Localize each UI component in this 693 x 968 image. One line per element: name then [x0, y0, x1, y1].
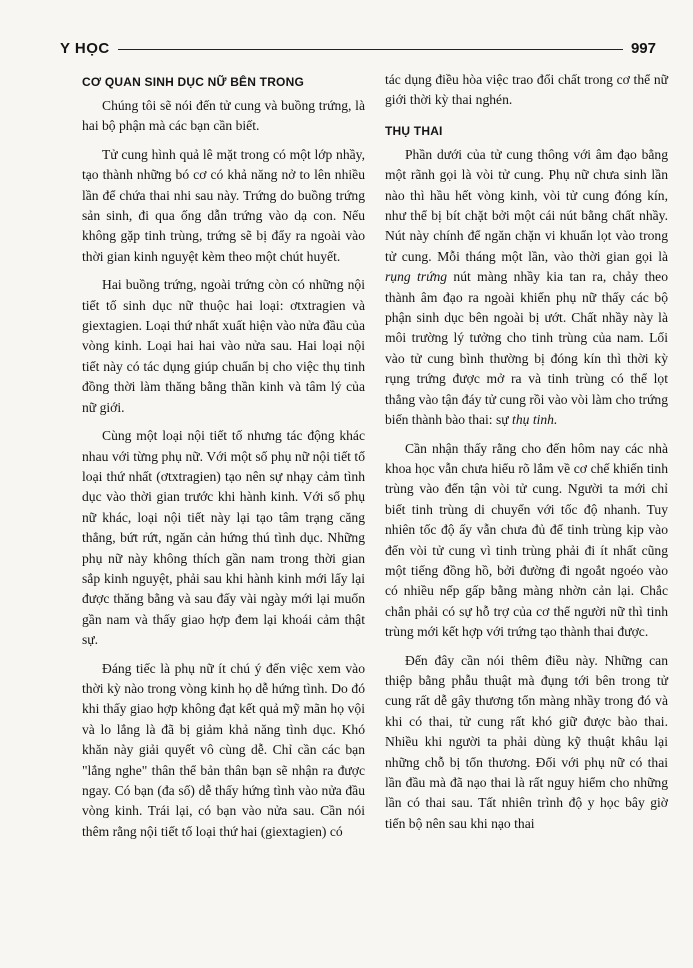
paragraph: [385, 145, 668, 431]
section-heading-female-organs: CƠ QUAN SINH DỤC NỮ BÊN TRONG: [82, 75, 304, 89]
section-title: Y HỌC: [60, 39, 110, 57]
paragraph-text: nút màng nhầy kia tan ra, chảy theo thành âm đạo ra ngoài khiến phụ nữ thấy các bộ phận sinh dục bên ngoài bị ướt. Chất nhầy này là môi trường lý tưởng cho tinh trùng của nam. Lối vào tử cung bình thường bị đóng kín thì thời kỳ rụng trứng được mở ra và tinh trùng có thể lọt thẳng vào tận đáy tử cung rồi vào vòi làm cho trứng biến thành bào thai: sự: [385, 269, 669, 428]
paragraph: Tử cung hình quả lê mặt trong có một lớp nhầy, tạo thành những bó cơ có khả năng nở to lên nhiều lần để chứa thai nhi sau này. Trứng do buồng trứng sản sinh, đi qua ống dẫn trứng vào dạ con. Nếu không gặp tinh trùng, trứng sẽ bị đẩy ra ngoài vào thời gian kinh nguyệt kèm theo một chút huyết.: [82, 146, 365, 264]
page-number: 997: [630, 39, 656, 57]
paragraph: Đáng tiếc là phụ nữ ít chú ý đến việc xem vào thời kỳ nào trong vòng kinh họ dễ hứng tình. Do đó khi thấy giao hợp không đạt kết quả mỹ mãn họ vội và lo lắng là đã bị giảm khả năng tình dục. Khó khăn này giải quyết vô cùng dễ. Chỉ cần các bạn "lắng nghe" thân thể bản thân bạn sẽ nhận ra được ngay. Có bạn (đa số) dễ thấy hứng tình vào nửa đầu vòng kinh. Trái lại, có bạn vào nửa sau. Cần nói thêm rằng nội tiết tố loại thứ hai (giextagien) có: [82, 660, 365, 839]
paragraph: Chúng tôi sẽ nói đến tử cung và buồng trứng, là hai bộ phận mà các bạn cần biết.: [82, 98, 365, 134]
paragraph: Cần nhận thấy rằng cho đến hôm nay các nhà khoa học vẫn chưa hiểu rõ lắm về cơ chế khiến tinh trùng vào đến tận vòi tử cung. Người ta mới chỉ biết tinh trùng di chuyển với tốc độ nhanh. Tuy nhiên tốc độ ấy vẫn chưa đủ để tinh trùng kịp vào đến vòi tử cung vì tinh trùng phải đi ít nhất cũng một tiếng đồng hồ, bởi đường đi ngoắt ngoéo vào có nhiều nếp gấp bằng màng nhờn cản lại. Chắc chắn phải có sự hỗ trợ của cơ thể người nữ thì tinh trùng mới kết hợp với trứng tạo thành thai được.: [385, 440, 668, 640]
term-ovulation: rụng trứng: [385, 269, 448, 285]
left-column: [82, 70, 365, 850]
paragraph: Cùng một loại nội tiết tố nhưng tác động khác nhau với từng phụ nữ. Với một số phụ nữ nội tiết tố loại thứ nhất (ơtxtragien) tạo nên sự nhạy cảm tình dục vào thời gian trước khi hành kinh. Với số phụ nữ khác, loại nội tiết này lại tạo tâm trạng căng thẳng, bứt rứt, ngăn cản hứng thú tình dục. Những phụ nữ này không thích gần nam trong thời gian sắp kinh nguyệt, phải sau khi hành kinh mới lấy lại được thăng bằng và sau đấy vài ngày mới lại muốn gần nam và thấy giao hợp đem lại khoái cảm thật sự.: [82, 428, 365, 648]
paragraph-continuation: tác dụng điều hòa việc trao đổi chất trong cơ thể nữ giới thời kỳ thai nghén.: [385, 72, 668, 108]
section-heading-conception: THỤ THAI: [385, 123, 443, 138]
running-header: [60, 38, 656, 58]
paragraph: Đến đây cần nói thêm điều này. Những can thiệp bằng phẫu thuật mà đụng tới bên trong tử cung rất dễ gây thương tổn màng nhầy trong đó và khi có thai, tử cung rất khó giữ được bào thai. Nhiều khi người ta phải dùng kỹ thuật khâu lại những chỗ bị tổn thương. Đối với phụ nữ có thai lần đầu mà đã nạo thai là rất nguy hiểm cho những lần có thai sau. Tất nhiên trình độ y học bây giờ tiến bộ nên sau khi nạo thai: [385, 652, 668, 831]
right-column: [385, 70, 668, 842]
header-rule: [118, 49, 623, 50]
paragraph: Hai buồng trứng, ngoài trứng còn có những nội tiết tố sinh dục nữ thuộc hai loại: ơtxtragien và giextagien. Loại thứ nhất xuất hiện vào nửa đầu của vòng kinh. Loại hai hai vào nửa sau. Hai loại nội tiết này có tác dụng giúp chuẩn bị cho việc thụ tinh đồng thời làm thăng bằng thần kinh và tâm lý của nữ giới.: [82, 277, 365, 415]
paragraph-text: Phần dưới của tử cung thông với âm đạo bằng một rãnh gọi là vòi tử cung. Phụ nữ chưa sinh lần nào thì hầu hết vòng kinh, vòi tử cung đóng kín, như thể bị bít chặt bởi một cái nút bằng chất nhầy. Nút này chính để ngăn chặn vi khuẩn lọt vào trong tử cung. Mỗi tháng một lần, vào thời gian gọi là: [385, 146, 668, 264]
term-fertilization: thụ tinh.: [512, 412, 558, 428]
